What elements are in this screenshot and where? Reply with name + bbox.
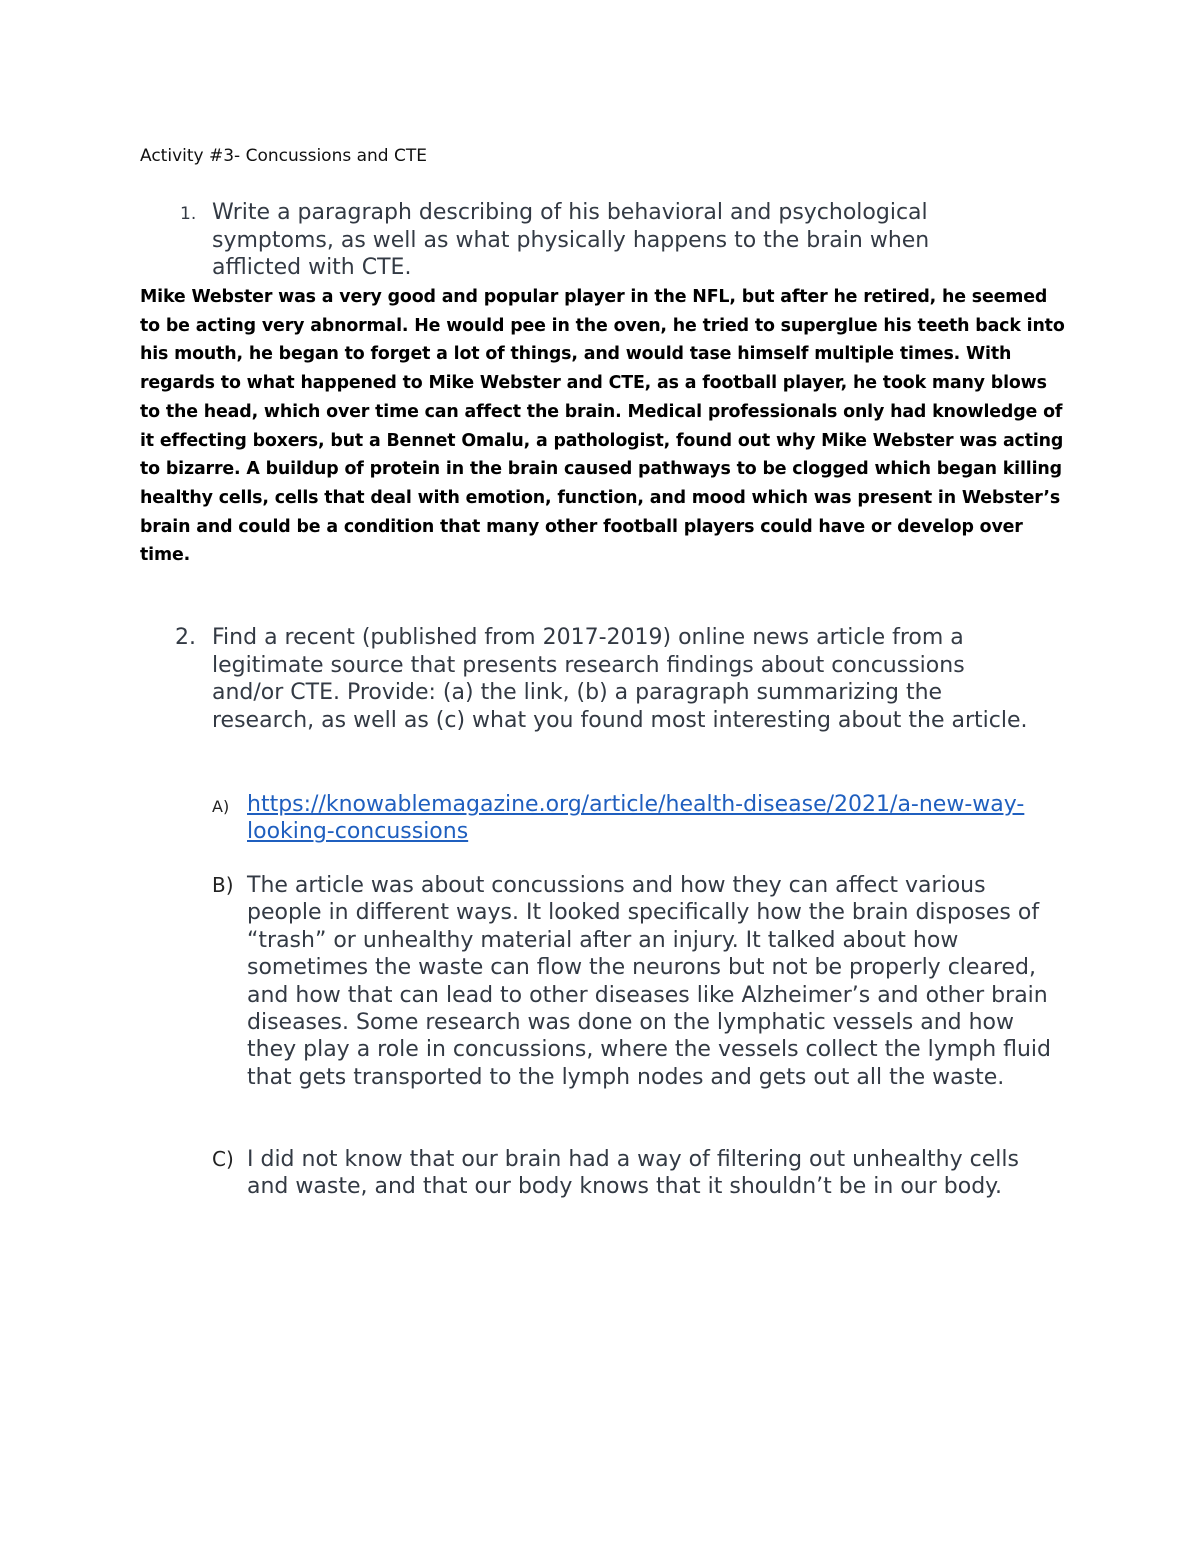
- question-2-number: 2.: [175, 625, 196, 650]
- answer-2b-letter: B): [212, 873, 234, 897]
- answer-2a: [212, 791, 1052, 846]
- answer-2c: [212, 1146, 1052, 1201]
- question-1-number: 1.: [180, 204, 197, 224]
- article-link[interactable]: https://knowablemagazine.org/article/health-disease/2021/a-new-way-looking-concussions: [247, 792, 1025, 845]
- question-1: [143, 199, 1043, 282]
- question-2: [143, 624, 1043, 734]
- answer-2b: [212, 872, 1052, 1091]
- answer-2b-text: The article was about concussions and how they can affect various people in different ways. It looked specifically how the brain disposes of “trash” or unhealthy material after an injury. It talked about how sometimes the waste can flow the neurons but not be properly cleared, and how that can lead to other diseases like Alzheimer’s and other brain diseases. Some research was done on the lymphatic vessels and how they play a role in concussions, where the vessels collect the lymph fluid that gets transported to the lymph nodes and gets out all the waste.: [247, 873, 1052, 1090]
- answer-2a-letter: A): [212, 797, 230, 816]
- question-1-text: Write a paragraph describing of his behavioral and psychological symptoms, as well as what physically happens to the brain when afflicted with CTE.: [212, 200, 930, 280]
- answer-2c-letter: C): [212, 1147, 234, 1171]
- document-title: Activity #3- Concussions and CTE: [140, 146, 427, 166]
- question-2-text: Find a recent (published from 2017-2019) online news article from a legitimate source that presents research findings about concussions and/or CTE. Provide: (a) the link, (b) a paragraph summarizing the research, as well as (c) what you found most interesting about the article.: [212, 625, 1028, 733]
- answer-1-paragraph: Mike Webster was a very good and popular player in the NFL, but after he retired, he seemed to be acting very abnormal. He would pee in the oven, he tried to superglue his teeth back into his mouth, he began to forget a lot of things, and would tase himself multiple times. With regards to what happened to Mike Webster and CTE, as a football player, he took many blows to the head, which over time can affect the brain. Medical professionals only had knowledge of it effecting boxers, but a Bennet Omalu, a pathologist, found out why Mike Webster was acting to bizarre. A buildup of protein in the brain caused pathways to be clogged which began killing healthy cells, cells that deal with emotion, function, and mood which was present in Webster’s brain and could be a condition that many other football players could have or develop over time.: [140, 287, 1065, 566]
- answer-2c-text: I did not know that our brain had a way of filtering out unhealthy cells and waste, and that our body knows that it shouldn’t be in our body.: [247, 1147, 1019, 1200]
